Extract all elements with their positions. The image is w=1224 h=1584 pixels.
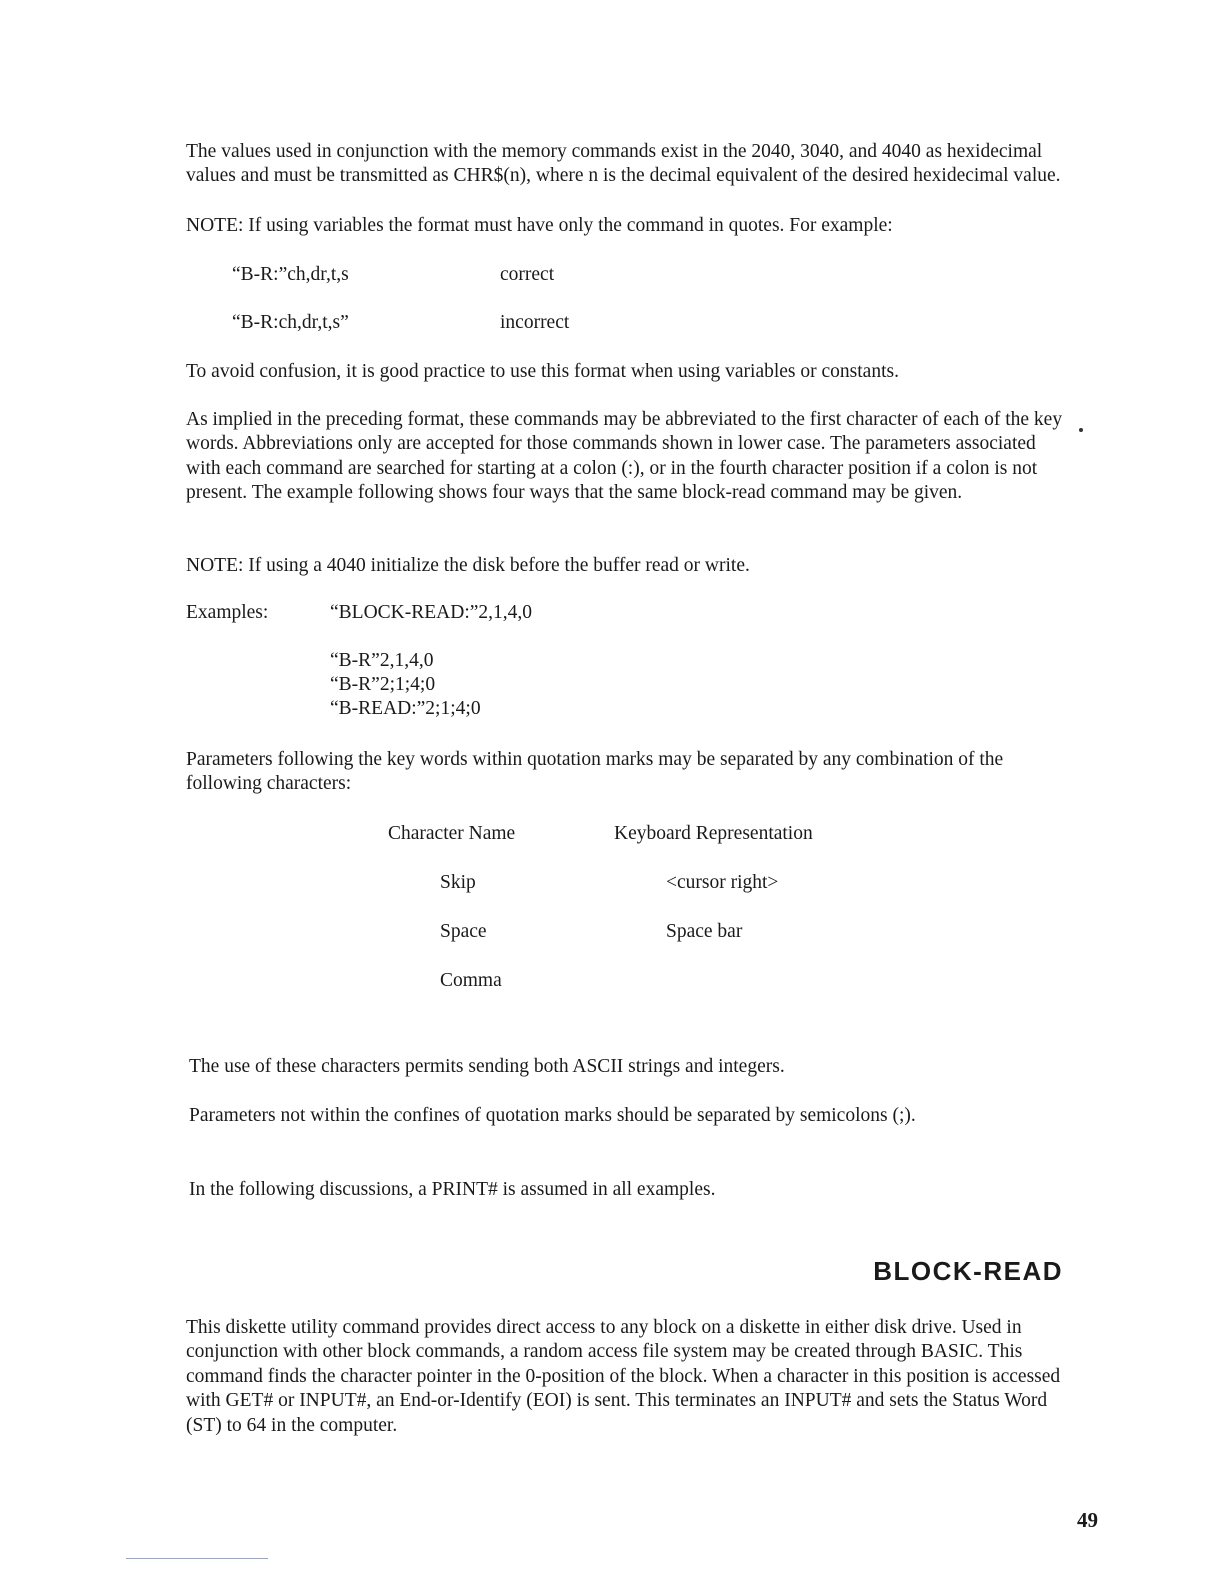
abbreviation-paragraph: As implied in the preceding format, these commands may be abbreviated to the first character of each of the key words. Abbreviations only are accepted for those commands shown in lower case. The parameters associated with each command are searched for starting at a colon (:), or in the fourth character position if a colon is not present. The example following shows four ways that the same block-read command may be given. xyxy=(186,409,1063,504)
parameters-paragraph: Parameters following the key words within quotation marks may be separated by any combination of the following characters: xyxy=(186,749,1004,795)
stray-mark xyxy=(1079,428,1083,432)
table-cell-space: Space xyxy=(440,921,487,942)
avoid-confusion-paragraph: To avoid confusion, it is good practice to use this format when using variables or constants. xyxy=(186,361,899,382)
section-heading: BLOCK-READ xyxy=(873,1256,1063,1286)
table-cell-space-bar: Space bar xyxy=(666,921,743,942)
table-cell-cursor-right: <cursor right> xyxy=(666,872,779,893)
note-4040-paragraph: NOTE: If using a 4040 initialize the disk before the buffer read or write. xyxy=(186,555,750,576)
format-example-verdict-1: correct xyxy=(500,264,555,285)
table-cell-skip: Skip xyxy=(440,872,476,893)
footer-rule xyxy=(126,1558,268,1559)
examples-label: Examples: xyxy=(186,602,269,623)
ascii-paragraph: The use of these characters permits sending both ASCII strings and integers. xyxy=(189,1056,785,1077)
table-header-keyboard-representation: Keyboard Representation xyxy=(614,823,813,844)
print-assumed-paragraph: In the following discussions, a PRINT# is assumed in all examples. xyxy=(189,1179,716,1200)
format-example-code-2: “B-R:ch,dr,t,s” xyxy=(232,312,349,333)
format-example-code-1: “B-R:”ch,dr,t,s xyxy=(232,264,349,285)
page-number: 49 xyxy=(1077,1508,1098,1532)
table-header-character-name: Character Name xyxy=(388,823,516,844)
intro-paragraph: The values used in conjunction with the memory commands exist in the 2040, 3040, and 4040 as hexidecimal values and must be transmitted as CHR$(n), where n is the decimal equivalent of the desired hexidecimal value. xyxy=(186,141,1061,187)
semicolons-paragraph: Parameters not within the confines of quotation marks should be separated by semicolons (;). xyxy=(189,1105,916,1126)
note-variables-paragraph: NOTE: If using variables the format must have only the command in quotes. For example: xyxy=(186,215,893,236)
table-cell-comma: Comma xyxy=(440,970,502,991)
block-read-paragraph: This diskette utility command provides direct access to any block on a diskette in either disk drive. Used in conjunction with other block commands, a random access file system may be created through BASIC. This command finds the character pointer in the 0-position of the block. When a character in this position is accessed with GET# or INPUT#, an End-or-Identify (EOI) is sent. This terminates an INPUT# and sets the Status Word (ST) to 64 in the computer. xyxy=(186,1317,1061,1436)
example-line-3: “B-R”2;1;4;0 xyxy=(330,674,436,695)
format-example-verdict-2: incorrect xyxy=(500,312,570,333)
example-line-4: “B-READ:”2;1;4;0 xyxy=(330,698,481,719)
example-line-2: “B-R”2,1,4,0 xyxy=(330,650,434,671)
example-line-1: “BLOCK-READ:”2,1,4,0 xyxy=(330,602,533,623)
